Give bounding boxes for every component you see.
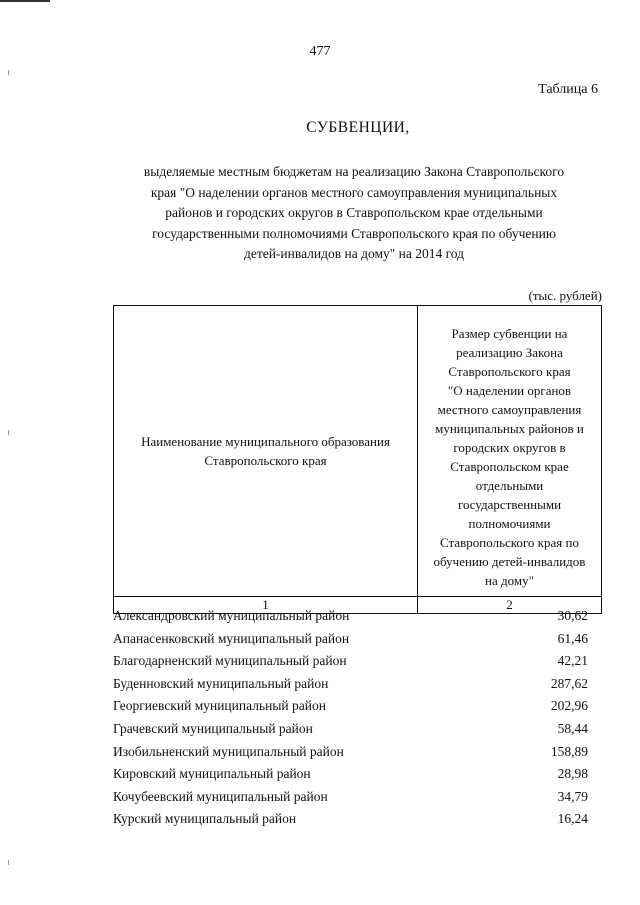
units-label: (тыс. рублей) [528,288,602,303]
subvention-table-body [113,605,601,831]
column-number-1: 1 [114,597,418,614]
subvention-value: 158,89 [550,743,588,759]
table-row [113,650,601,673]
scan-margin-tick [8,70,9,75]
subvention-value: 28,98 [557,766,588,782]
municipality-name: Кировский муниципальный район [113,766,311,782]
column-header-subvention-size [418,306,602,597]
subvention-value: 16,24 [557,811,588,827]
scan-margin-tick [8,860,9,865]
table-row [113,605,601,628]
subtitle-line: детей-инвалидов на дому" на 2014 год [243,246,465,261]
subvention-value: 202,96 [550,698,588,714]
table-row [113,673,601,696]
column-header-municipality [114,306,418,597]
table-row [113,628,601,651]
table-row [113,695,601,718]
subvention-value: 287,62 [550,675,588,691]
column-number-2: 2 [418,597,602,614]
document-subtitle [115,162,593,265]
scan-margin-tick [8,430,9,435]
header-line: местного самоуправления [437,402,582,417]
municipality-name: Апанасенковский муниципальный район [113,630,350,646]
header-line: Ставропольского края [448,364,571,379]
municipality-name: Курский муниципальный район [113,811,297,827]
subtitle-line: края "О наделении органов местного самоуправления муниципальных [150,184,558,200]
header-line: на дому" [485,573,534,588]
table-row [113,763,601,786]
header-line: Ставропольском крае [450,459,569,474]
table-row [113,741,601,764]
header-line: Размер субвенции на [451,326,568,341]
header-line: городских округов в [453,440,566,455]
header-line: обучению детей-инвалидов [433,554,586,569]
header-line: Ставропольского края по [440,535,579,550]
municipality-name: Кочубеевский муниципальный район [113,788,328,804]
municipality-name: Александровский муниципальный район [113,608,350,623]
table-label: Таблица 6 [538,82,598,97]
subtitle-line: районов и городских округов в Ставропольском крае отдельными [165,205,543,220]
municipality-name: Грачевский муниципальный район [113,720,313,736]
document-title: СУБВЕНЦИИ, [306,119,410,136]
header-line: Наименование муниципального образования [141,434,390,449]
municipality-name: Изобильненский муниципальный район [113,743,344,759]
municipality-name: Благодарненский муниципальный район [113,653,347,669]
table-row [113,718,601,741]
header-line: полномочиями [468,516,551,531]
header-line: государственными [457,497,562,512]
subvention-value: 30,62 [557,608,588,623]
subtitle-line: выделяемые местным бюджетам на реализацию Закона Ставропольского [143,164,565,179]
subvention-value: 34,79 [557,788,588,804]
page-number: 477 [309,44,331,59]
header-line: муниципальных районов и [435,421,584,436]
header-line: отдельными [475,478,544,493]
municipality-name: Буденновский муниципальный район [113,675,329,691]
subvention-value: 58,44 [557,720,588,736]
municipality-name: Георгиевский муниципальный район [113,698,326,714]
table-row [113,808,601,831]
table-row [113,786,601,809]
header-line: Ставропольского края [204,453,327,468]
header-line: "О наделении органов [447,383,572,398]
subtitle-line: государственными полномочиями Ставропольского края по обучению [152,225,556,241]
header-line: реализацию Закона [456,345,563,360]
subvention-value: 42,21 [557,653,588,669]
subvention-table-header [113,305,602,614]
scan-edge-mark [0,0,50,2]
subvention-value: 61,46 [557,630,588,646]
